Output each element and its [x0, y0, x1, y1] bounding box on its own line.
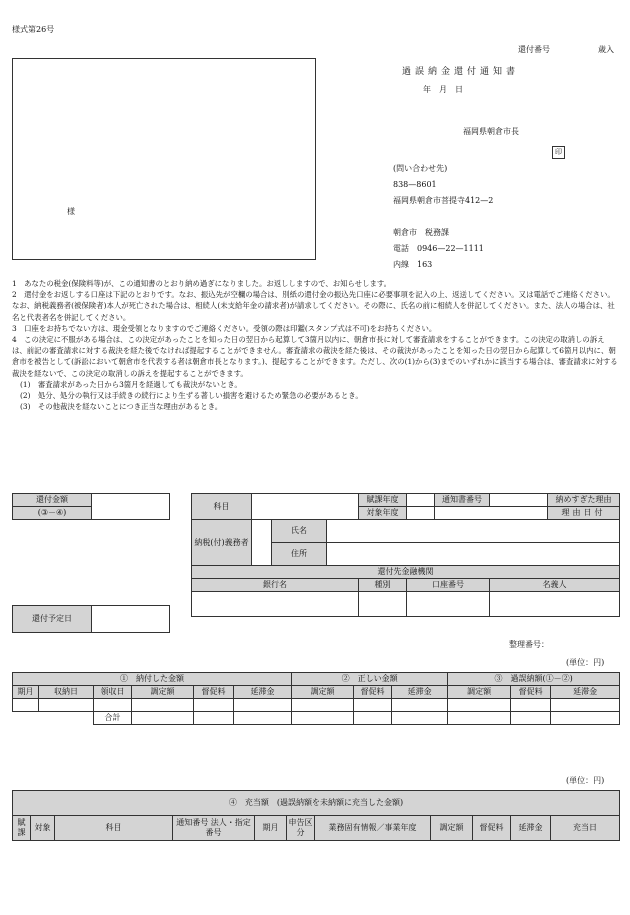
- refund-date-value: [92, 606, 170, 633]
- subnote-1: (1) 審査請求があった日から3箇月を経過しても裁決がないとき。: [20, 379, 242, 389]
- refund-amount-value: [92, 494, 170, 520]
- address-value: [327, 543, 620, 566]
- refund-amount-label: 還付金額: [13, 494, 92, 507]
- col-assessed-3: 調定額: [448, 686, 511, 699]
- taxpayer-label: 納税(付)義務者: [192, 520, 252, 566]
- issuer-name: 福岡県朝倉市長: [463, 127, 519, 136]
- refund-number-suffix: 歳入: [598, 45, 614, 54]
- subnote-3: (3) その他裁決を経ないことにつき正当な理由があるとき。: [20, 402, 223, 412]
- account-no-value: [407, 592, 490, 617]
- col-assess: 賦課: [13, 816, 31, 841]
- overpaid-amount-header: ③ 過誤納額(①－②): [448, 673, 620, 686]
- reference-number-label: 整理番号：: [509, 640, 549, 649]
- issue-date: 年 月 日: [423, 85, 463, 94]
- col-delinquency-3: 延滞金: [551, 686, 620, 699]
- overpay-reason-label: 納めすぎた理由: [548, 494, 620, 507]
- notice-no-value: [490, 494, 548, 507]
- form-number: 様式第26号: [12, 25, 55, 34]
- seal-mark: 印: [552, 146, 565, 159]
- bank-heading: 還付先金融機関: [192, 566, 620, 579]
- target-year-value: [407, 507, 435, 520]
- col-period: 期月: [13, 686, 39, 699]
- col-business-info: 業務固有情報／事業年度: [315, 816, 431, 841]
- holder-value: [490, 592, 620, 617]
- address-window: [12, 58, 316, 260]
- col-assessed-1: 調定額: [132, 686, 194, 699]
- refund-date-box: [12, 605, 170, 633]
- note-1: 1 あなたの税金(保険料等)が、この通知書のとおり納め過ぎになりました。お返ししますので、お知らせします。: [12, 279, 392, 288]
- col-assessed-4: 調定額: [431, 816, 473, 841]
- refund-amount-sub: (③－④): [13, 507, 92, 520]
- col-subject: 科目: [55, 816, 173, 841]
- col-notice-no: 通知番号 法人・指定番号: [173, 816, 255, 841]
- total-row: [13, 712, 620, 725]
- contact-dept: 朝倉市 税務課: [393, 228, 449, 237]
- col-dunning-3: 督促料: [511, 686, 551, 699]
- col-delinquency-1: 延滞金: [234, 686, 292, 699]
- col-receipt-date: 収納日: [39, 686, 94, 699]
- notes: [12, 278, 618, 412]
- contact-ext: 内線 163: [393, 260, 433, 269]
- account-type-label: 種別: [359, 579, 407, 592]
- contact-tel: 電話 0946—22—1111: [393, 244, 484, 253]
- unit-label-1: (単位：円): [566, 658, 605, 667]
- addressee-suffix: 様: [67, 207, 75, 216]
- correct-amount-header: ② 正しい金額: [292, 673, 448, 686]
- document-title: 過誤納金還付通知書: [402, 67, 520, 77]
- paid-amount-header: ① 納付した金額: [13, 673, 292, 686]
- reason-date-label: 理由日付: [548, 507, 620, 520]
- unit-label-2: (単位：円): [566, 776, 605, 785]
- contact-address: 福岡県朝倉市菩提寺412—2: [393, 196, 494, 205]
- tax-year-label: 賦課年度: [359, 494, 407, 507]
- appropriation-table: [12, 790, 620, 841]
- col-dunning-4: 督促料: [473, 816, 511, 841]
- contact-postal: 838—8601: [393, 180, 437, 189]
- col-delinquency-4: 延滞金: [511, 816, 551, 841]
- taxpayer-info-table: [191, 493, 620, 617]
- note-3: 3 口座をお持ちでない方は、現金受領となりますのでご連絡ください。受領の際は印鑑(スタンプ式は不可)をお持ちください。: [12, 323, 437, 333]
- col-target: 対象: [31, 816, 55, 841]
- col-period-2: 期月: [255, 816, 287, 841]
- subject-value: [252, 494, 359, 520]
- refund-date-label: 還付予定日: [13, 606, 92, 633]
- name-value: [327, 520, 620, 543]
- note-2: 2 還付金をお返しする口座は下記のとおりです。なお、振込先が空欄の場合は、別紙の還付金の振込先口座に必要事項を記入の上、返送してください。又は電話でご連絡ください。なお、納税義務者(被保険者)本人が死亡された場合は、相続人(未支給年金の請求者)が請求してください。その際に、氏名の前に相続人を併記してください。また、法人の場合は、社名と代表者名を併記してください。: [12, 290, 615, 322]
- address-label: 住所: [272, 543, 327, 566]
- col-received-date: 領収日: [94, 686, 132, 699]
- name-label: 氏名: [272, 520, 327, 543]
- bank-name-label: 銀行名: [192, 579, 359, 592]
- contact-block: [393, 163, 493, 271]
- appropriation-header: ④ 充当額 (過誤納額を未納額に充当した金額): [13, 791, 620, 816]
- col-delinquency-2: 延滞金: [392, 686, 448, 699]
- refund-amount-box: [12, 493, 170, 520]
- notice-no-value-2: [435, 507, 548, 520]
- tax-year-value: [407, 494, 435, 507]
- notice-no-label: 通知書番号: [435, 494, 490, 507]
- col-dunning-1: 督促料: [194, 686, 234, 699]
- target-year-label: 対象年度: [359, 507, 407, 520]
- payment-table: [12, 672, 620, 725]
- col-appropriation-date: 充当日: [551, 816, 620, 841]
- account-type-value: [359, 592, 407, 617]
- account-no-label: 口座番号: [407, 579, 490, 592]
- col-filing-type: 申告区分: [287, 816, 315, 841]
- total-label: 合計: [94, 712, 132, 725]
- holder-label: 名義人: [490, 579, 620, 592]
- bank-name-value: [192, 592, 359, 617]
- refund-number-label: 還付番号: [518, 45, 550, 54]
- subject-label: 科目: [192, 494, 252, 520]
- note-4: 4 この決定に不服がある場合は、この決定があったことを知った日の翌日から起算して3箇月以内に、朝倉市長に対して審査請求をすることができます。この決定の取消しの訴えは、前記の審査請求に対する裁決を経た後でなければ提起することができません。審査請求の裁決を経た後は、その裁決があったことを知った日の翌日から起算して6箇月以内に、朝倉市を被告として(訴訟において朝倉市を代表する者は朝倉市長となります。)、提起することができます。ただし、次の(1)から(3)までのいずれかに該当する場合は、審査請求に対する裁決を経ないで、この決定の取消しの訴えを提起することができます。: [12, 335, 618, 378]
- col-assessed-2: 調定額: [292, 686, 354, 699]
- contact-heading: (問い合わせ先): [393, 164, 448, 173]
- subnote-2: (2) 処分、処分の執行又は手続きの続行により生ずる著しい損害を避けるため緊急の必要があるとき。: [20, 391, 363, 401]
- col-dunning-2: 督促料: [354, 686, 392, 699]
- table-row: [13, 699, 620, 712]
